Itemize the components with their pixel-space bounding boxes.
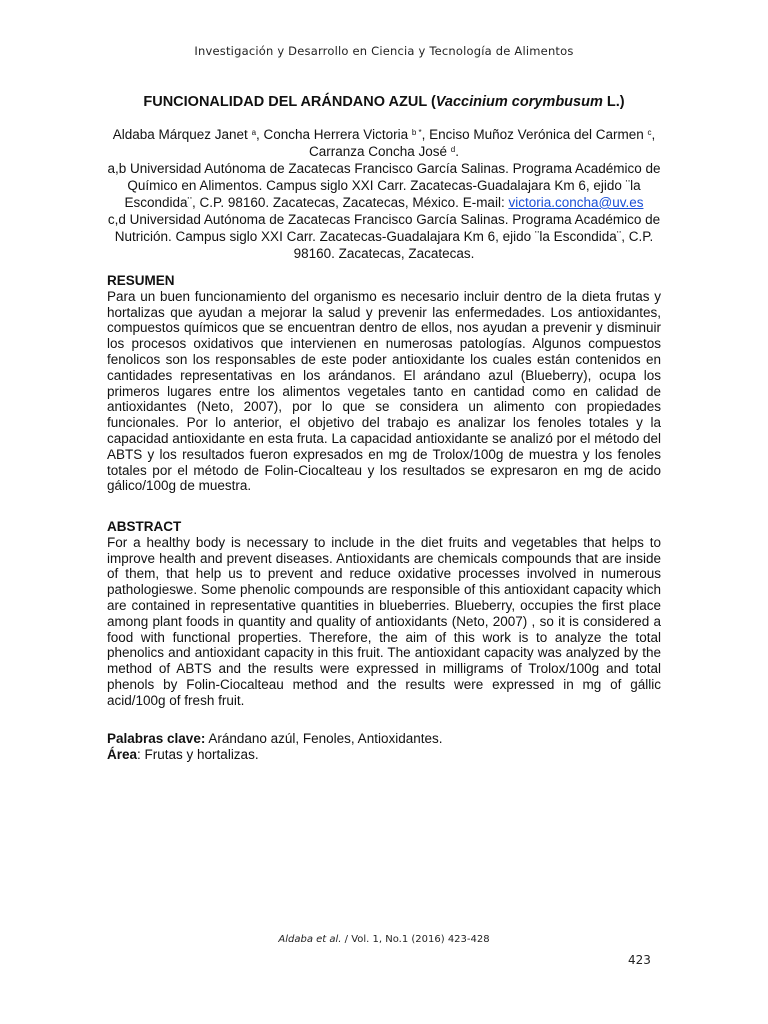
author-list xyxy=(100,126,668,160)
abstract-heading: ABSTRACT xyxy=(107,519,182,534)
keywords-block xyxy=(107,731,661,763)
abstract-body: For a healthy body is necessary to include in the diet fruits and vegetables that helps to improve health and prevent diseases. Antioxidants are chemicals compounds that are inside of them, that help us to prevent and reduce oxidative processes involved in numerous pathologieswe. Some phenolic compounds are responsible of this antioxidant capacity which are contained in representative quantities in blueberries. Blueberry, occupies the first place among plant foods in quantity and quality of antioxidants (Neto, 2007) , so it is considered a food with functional properties. Therefore, the aim of this work is to analyze the total phenolics and antioxidant capacity in this fruit. The antioxidant capacity was analyzed by the method of ABTS and the results were expressed in milligrams of Trolox/100g and total phenols by Folin-Ciocalteau method and the results were expressed in mg of gállic acid/100g of fresh fruit. xyxy=(107,534,661,708)
resumen-heading: RESUMEN xyxy=(107,273,175,288)
page-number: 423 xyxy=(628,953,651,967)
author-4: , Carranza Concha José xyxy=(308,127,656,159)
affiliation-ab xyxy=(100,160,668,211)
citation-rest: / Vol. 1, No.1 (2016) 423-428 xyxy=(341,934,490,945)
area-line xyxy=(107,747,661,763)
keywords-line xyxy=(107,731,661,747)
area-label: Área xyxy=(107,747,138,762)
author-4-sup: d xyxy=(450,145,456,154)
author-3-sup: c xyxy=(647,128,652,137)
author-1: Aldaba Márquez Janet xyxy=(112,127,252,142)
area-value: : Frutas y hortalizas. xyxy=(137,747,259,762)
affiliation-ab-text: a,b Universidad Autónoma de Zacatecas Francisco García Salinas. Programa Académico de Químico en Alimentos. Campus siglo XXI Carr. Zacatecas-Guadalajara Km 6, ejido ¨la Escondida¨, C.P. 98160. Zacatecas, Zacatecas, México. E-mail: xyxy=(107,161,661,210)
author-end: . xyxy=(455,144,460,159)
resumen-body: Para un buen funcionamiento del organismo es necesario incluir dentro de la dieta frutas y hortalizas que ayudan a mejorar la salud y prevenir las enfermedades. Los antioxidantes, compuestos químicos que se encuentran dentro de ellos, nos ayudan a prevenir y disminuir los procesos oxidativos que intervienen en numerosas patologías. Algunos compuestos fenolicos son los responsables de este poder antioxidante los cuales están contenidos en cantidades representativas en los arándanos. El arándano azul (Blueberry), ocupa los primeros lugares entre los alimentos vegetales tanto en cantidad como en calidad de antioxidantes (Neto, 2007), por lo que se considera un alimento con propiedades funcionales. Por lo anterior, el objetivo del trabajo es analizar los fenoles totales y la capacidad antioxidante en esta fruta. La capacidad antioxidante se analizó por el método del ABTS y los resultados fueron expresados en mg de Trolox/100g de muestra y los fenoles totales por el método de Folin-Ciocalteau y los resultados se expresaron en mg de acido gálico/100g de muestra. xyxy=(107,288,661,494)
title-main: FUNCIONALIDAD DEL ARÁNDANO AZUL ( xyxy=(143,94,436,110)
author-2-sup: b * xyxy=(411,128,422,137)
footer-citation xyxy=(0,934,768,945)
author-3: , Enciso Muñoz Verónica del Carmen xyxy=(421,127,648,142)
keywords-label: Palabras clave: xyxy=(107,731,206,746)
citation-authors: Aldaba et al. xyxy=(278,934,342,945)
abstract-section xyxy=(107,519,661,709)
affiliation-cd: c,d Universidad Autónoma de Zacatecas Francisco García Salinas. Programa Académico de Nutrición. Campus siglo XXI Carr. Zacatecas-Guadalajara Km 6, ejido ¨la Escondida¨, C.P. 98160. Zacatecas, Zacatecas. xyxy=(107,212,661,261)
keywords-value: Arándano azúl, Fenoles, Antioxidantes. xyxy=(205,731,443,746)
journal-header: Investigación y Desarrollo en Ciencia y Tecnología de Alimentos xyxy=(194,44,574,58)
paper-title xyxy=(0,94,768,110)
author-1-sup: a xyxy=(251,128,257,137)
author-block xyxy=(100,126,668,262)
author-2: , Concha Herrera Victoria xyxy=(256,127,412,142)
email-link[interactable]: victoria.concha@uv.es xyxy=(508,195,644,210)
title-suffix: L.) xyxy=(602,94,625,110)
title-species: Vaccinium corymbusum xyxy=(435,94,603,110)
resumen-section xyxy=(107,273,661,494)
